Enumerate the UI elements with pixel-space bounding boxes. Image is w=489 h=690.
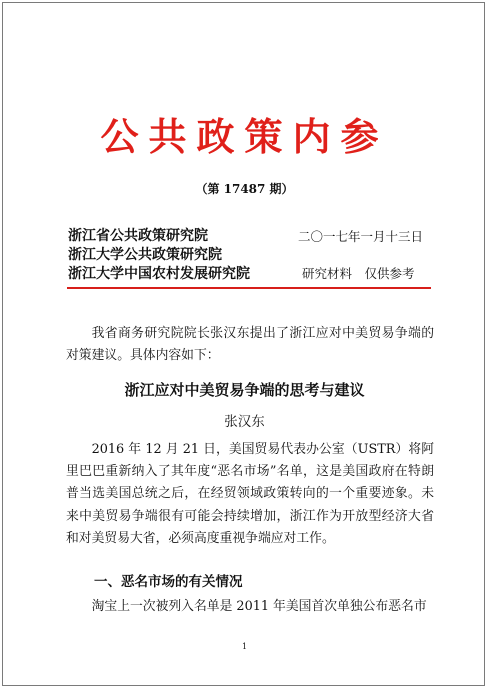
section-heading-1: 一、恶名市场的有关情况	[94, 574, 243, 590]
bulletin-title: 公共政策内参	[100, 114, 389, 159]
body-paragraph-2: 淘宝上一次被列入名单是 2011 年美国首次单独公布恶名市	[91, 599, 427, 614]
article-title: 浙江应对中美贸易争端的思考与建议	[124, 381, 365, 399]
publish-date: 二〇一七年一月十三日	[298, 229, 424, 244]
page-number: 1	[241, 642, 248, 651]
body-paragraph-1: 2016 年 12 月 21 日，美国贸易代表办公室（USTR）将阿里巴巴重新纳入了其年度“恶名市场”名单，这是美国政府在特朗普当选美国总统之后，在经贸领域政策转向的一个重要迹象。未来中美贸易争端很有可能会持续增加，浙江作为开放型经济大省和对美贸易大省，必须高度重视争端应对工作。	[66, 442, 434, 546]
article-author: 张汉东	[224, 414, 265, 430]
publisher-org-3: 浙江大学中国农村发展研究院	[68, 266, 250, 282]
document-note: 研究材料 仅供参考	[302, 266, 415, 281]
publisher-org-2: 浙江大学公共政策研究院	[68, 247, 222, 263]
header-divider	[67, 287, 431, 289]
issue-number: （第 17487 期）	[195, 182, 294, 196]
intro-paragraph: 我省商务研究院院长张汉东提出了浙江应对中美贸易争端的对策建议。具体内容如下：	[66, 326, 434, 363]
publisher-org-1: 浙江省公共政策研究院	[68, 228, 208, 244]
